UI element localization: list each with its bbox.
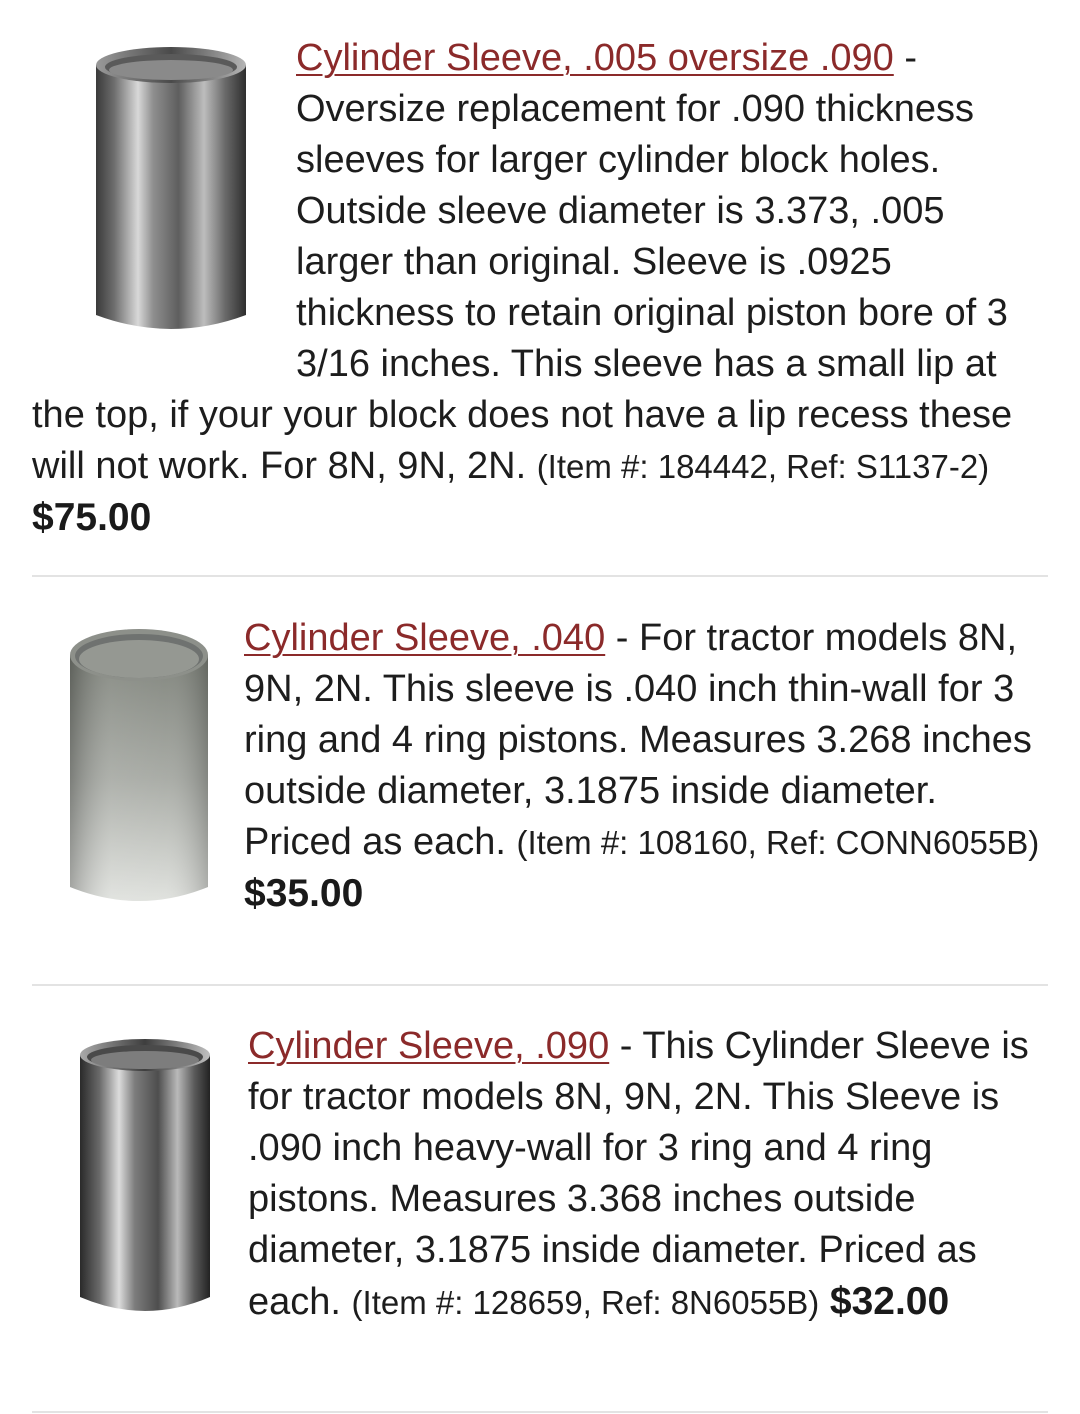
product-price: $75.00 <box>32 496 152 539</box>
cylinder-sleeve-icon <box>72 1035 218 1325</box>
product-price: $32.00 <box>829 1280 950 1323</box>
product-title-link[interactable]: Cylinder Sleeve, .040 <box>244 617 606 659</box>
product-title-link[interactable]: Cylinder Sleeve, .090 <box>248 1025 610 1067</box>
cylinder-sleeve-icon <box>76 43 266 343</box>
title-separator: - <box>609 1025 643 1067</box>
product-description: Oversize replacement for .090 thickness sleeves for larger cylinder block holes. Outside sleeve diameter is 3.373, .005 larger than original. Sleeve is .0925 thickness to retain original piston bore of 3 3/16 inches. This sleeve has a small lip at the top, if your your block does not have a lip recess these will not work. For 8N, 9N, 2N. <box>32 88 1013 487</box>
product-description: This Cylinder Sleeve is for tractor models 8N, 9N, 2N. This Sleeve is .090 inch heavy-wall for 3 ring and 4 ring pistons. Measures 3.368 inches outside diameter, 3.1875 inside diameter. Priced as each. <box>248 1025 1029 1323</box>
cylinder-sleeve-image[interactable] <box>76 43 266 343</box>
title-separator: - <box>893 37 917 79</box>
divider <box>32 984 1048 986</box>
cylinder-sleeve-image[interactable] <box>64 625 214 915</box>
title-separator: - <box>605 617 639 659</box>
product-item <box>32 1021 1050 1331</box>
divider <box>32 575 1048 577</box>
product-price: $35.00 <box>244 872 364 915</box>
cylinder-sleeve-icon <box>64 625 214 915</box>
divider <box>32 1411 1048 1413</box>
product-item <box>32 33 1050 544</box>
item-reference: (Item #: 108160, Ref: CONN6055B) <box>516 824 1040 861</box>
product-description: For tractor models 8N, 9N, 2N. This sleeve is .040 inch thin-wall for 3 ring and 4 ring pistons. Measures 3.268 inches outside diameter, 3.1875 inside diameter. Priced as each. <box>244 617 1032 863</box>
cylinder-sleeve-image[interactable] <box>72 1035 218 1325</box>
item-reference: (Item #: 128659, Ref: 8N6055B) <box>351 1284 820 1321</box>
product-item <box>32 613 1050 921</box>
item-reference: (Item #: 184442, Ref: S1137-2) <box>536 448 990 485</box>
product-title-link[interactable]: Cylinder Sleeve, .005 oversize .090 <box>296 37 894 79</box>
